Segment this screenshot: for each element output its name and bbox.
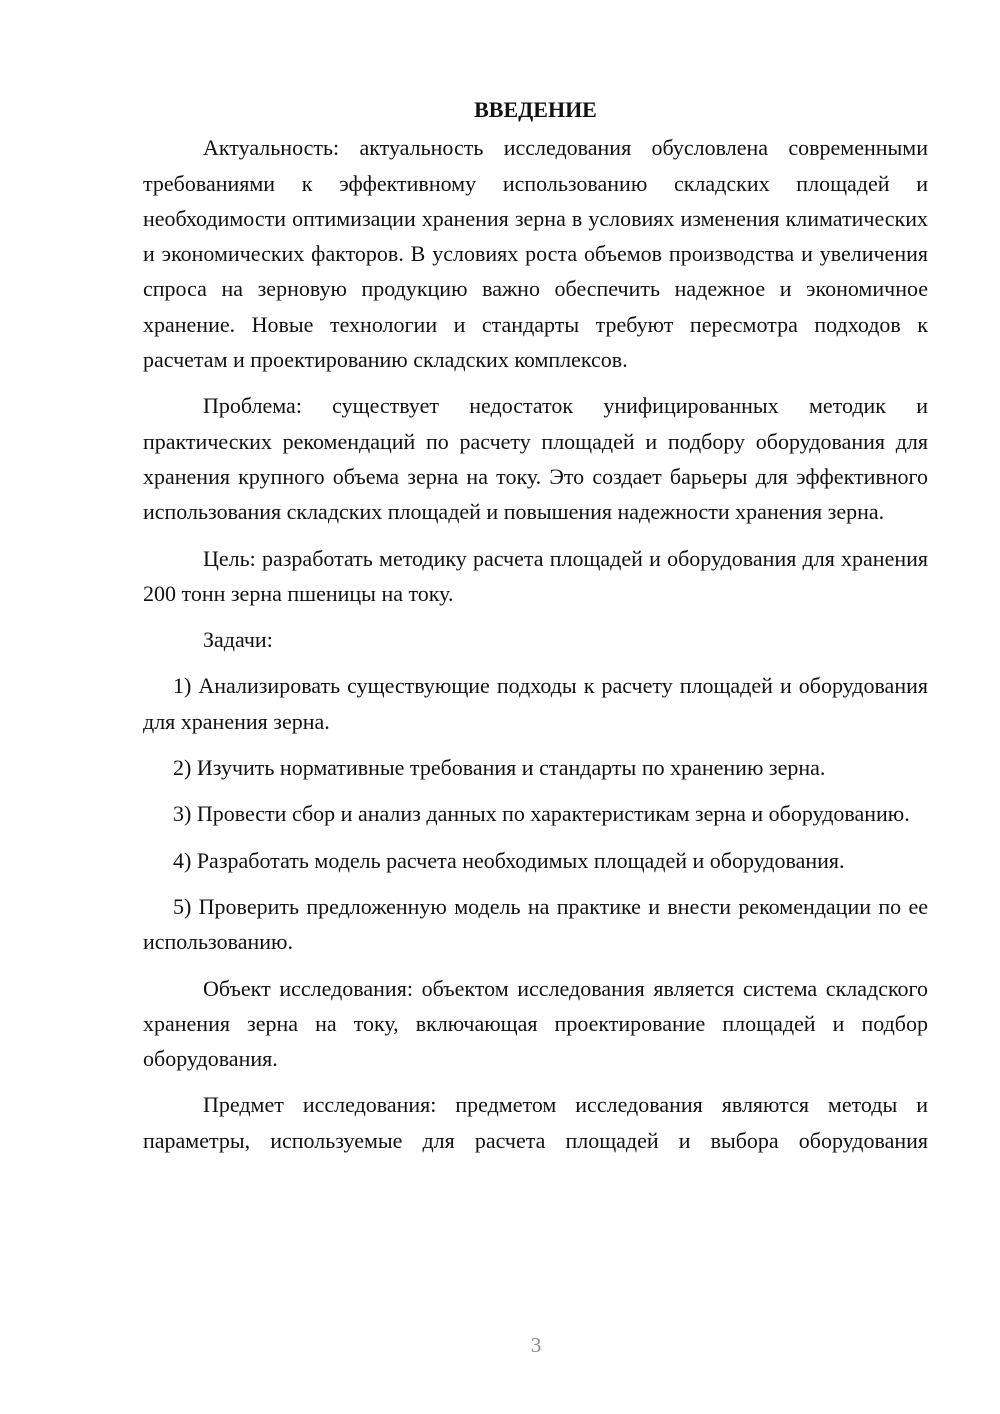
subject-paragraph: Предмет исследования: предметом исследования являются методы и параметры, используемые для расчета площадей и выбора оборудования <box>143 1092 928 1153</box>
task-item-3: 3) Провести сбор и анализ данных по характеристикам зерна и оборудованию. <box>173 801 910 827</box>
object-paragraph: Объект исследования: объектом исследования является система складского хранения зерна на току, включающая проектирование площадей и подбор оборудования. <box>143 975 928 1072</box>
task-item-2: 2) Изучить нормативные требования и стандарты по хранению зерна. <box>173 755 826 781</box>
tasks-heading: Задачи: <box>203 627 273 653</box>
task-item-1: 1) Анализировать существующие подходы к расчету площадей и оборудования для хранения зерна. <box>143 673 928 734</box>
relevance-paragraph: Актуальность: актуальность исследования обусловлена современными требованиями к эффективному использованию складских площадей и необходимости оптимизации хранения зерна в условиях изменения климатических и экономических факторов. В условиях роста объемов производства и увеличения спроса на зерновую продукцию важно обеспечить надежное и экономичное хранение. Новые технологии и стандарты требуют пересмотра подходов к расчетам и проектированию складских комплексов. <box>143 135 928 373</box>
document-page <box>143 92 928 1158</box>
goal-paragraph: Цель: разработать методику расчета площадей и оборудования для хранения 200 тонн зерна пшеницы на току. <box>143 545 928 606</box>
page-number: 3 <box>530 1333 542 1357</box>
problem-paragraph: Проблема: существует недостаток унифицированных методик и практических рекомендаций по расчету площадей и подбору оборудования для хранения крупного объема зерна на току. Это создает барьеры для эффективного использования складских площадей и повышения надежности хранения зерна. <box>143 393 928 525</box>
task-item-5: 5) Проверить предложенную модель на практике и внести рекомендации по ее использованию. <box>143 893 928 955</box>
document-title: ВВЕДЕНИЕ <box>474 97 597 122</box>
task-item-4: 4) Разработать модель расчета необходимых площадей и оборудования. <box>173 847 845 873</box>
